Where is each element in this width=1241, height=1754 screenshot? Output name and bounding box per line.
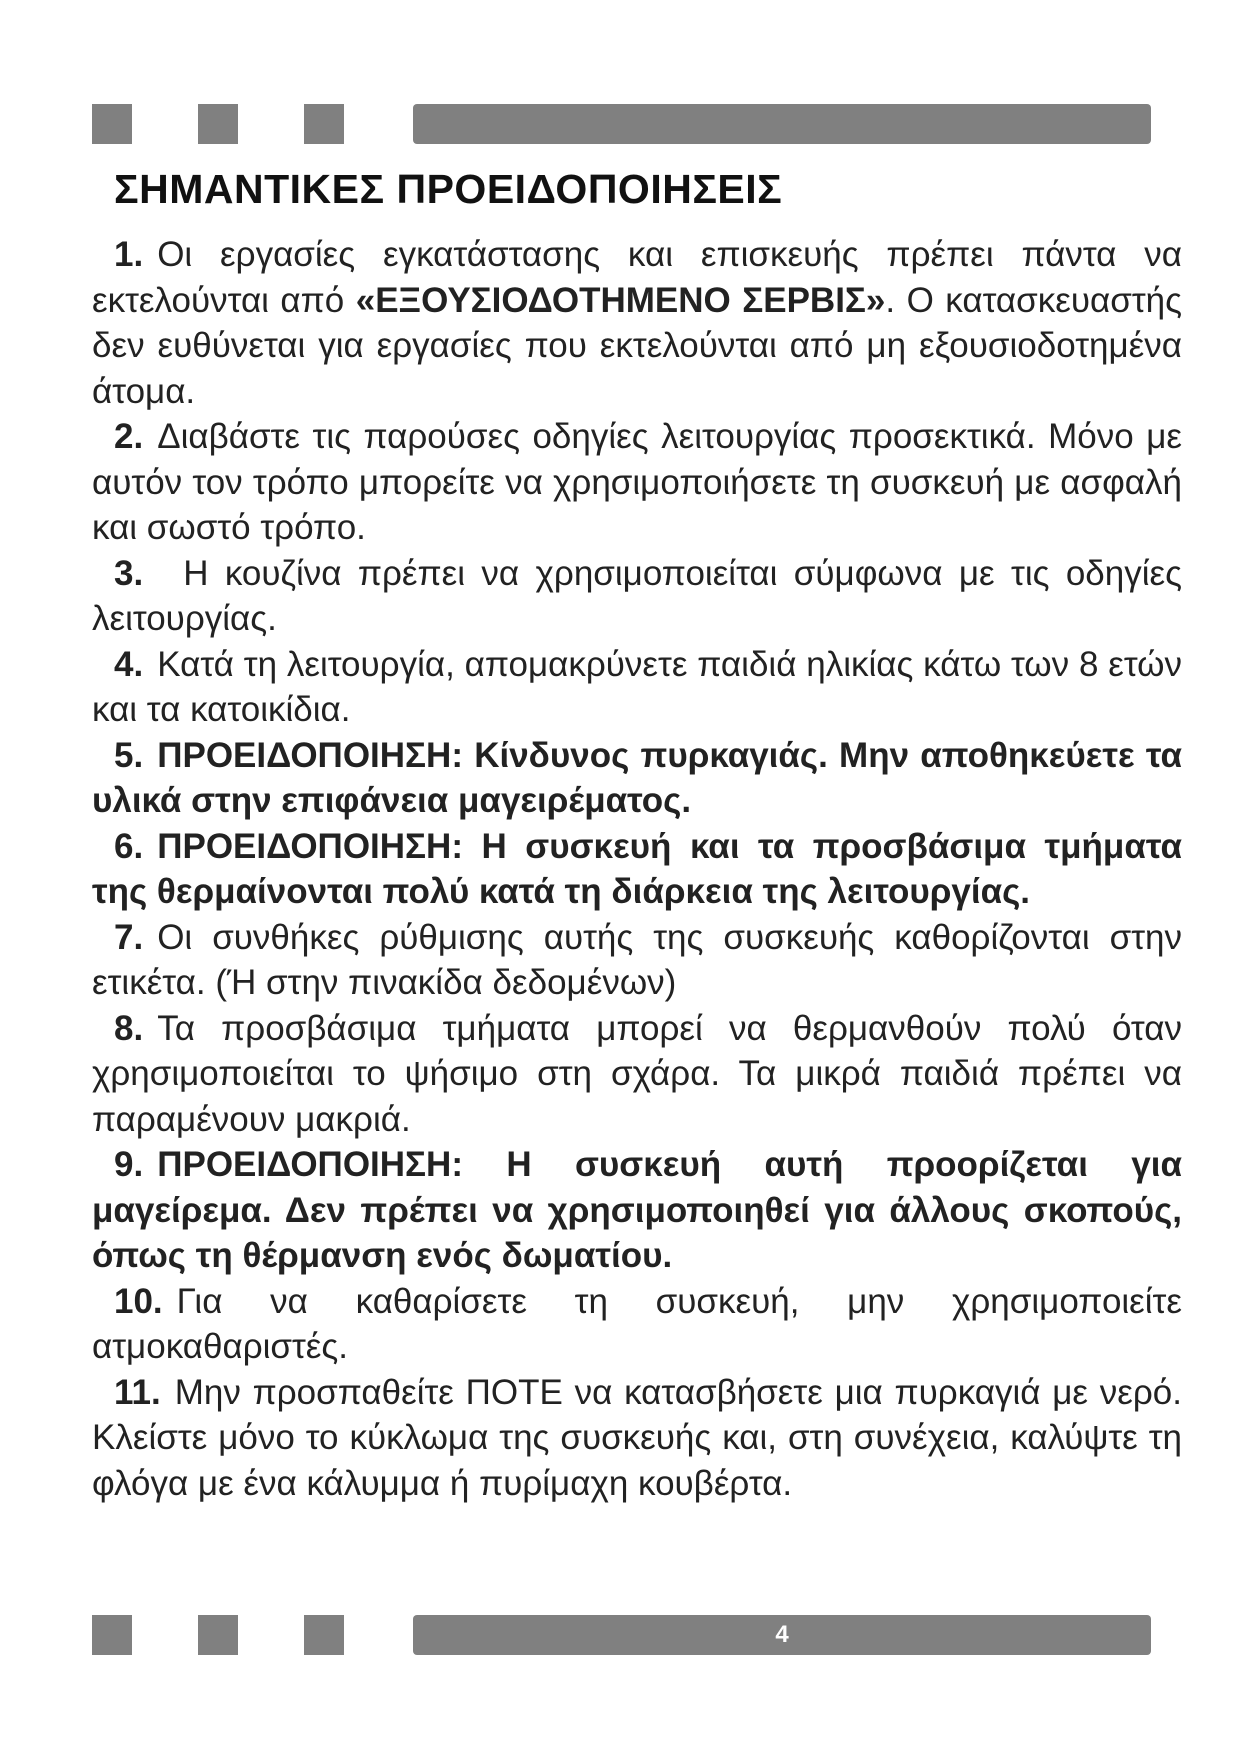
header-square-1 (92, 104, 132, 144)
warning-item-9 (92, 1142, 1182, 1279)
warnings-list (92, 232, 1182, 1506)
item-number: 5. (114, 735, 144, 775)
warning-item-8 (92, 1006, 1182, 1143)
item-number: 2. (114, 417, 144, 456)
item-number: 9. (114, 1145, 144, 1184)
header-square-3 (304, 104, 344, 144)
footer-bar (413, 1615, 1151, 1655)
item-text: ΠΡΟΕΙΔΟΠΟΙΗΣΗ: Κίνδυνος πυρκαγιάς. Μην αποθηκεύετε τα υλικά στην επιφάνεια μαγειρέματος. (92, 735, 1182, 820)
warning-item-10 (92, 1279, 1182, 1370)
page-title: ΣΗΜΑΝΤΙΚΕΣ ΠΡΟΕΙΔΟΠΟΙΗΣΕΙΣ (114, 166, 783, 212)
warning-item-6 (92, 824, 1182, 915)
warning-item-4 (92, 642, 1182, 733)
item-text: ΠΡΟΕΙΔΟΠΟΙΗΣΗ: Η συσκευή αυτή προορίζεται για μαγείρεμα. Δεν πρέπει να χρησιμοποιηθεί για άλλους σκοπούς, όπως τη θέρμανση ενός δωματίου. (92, 1145, 1182, 1275)
footer-square-2 (198, 1615, 238, 1655)
item-text: Κατά τη λειτουργία, απομακρύνετε παιδιά ηλικίας κάτω των 8 ετών και τα κατοικίδια. (92, 644, 1182, 729)
item-text: Τα προσβάσιμα τμήματα μπορεί να θερμανθούν πολύ όταν χρησιμοποιείται το ψήσιμο στη σχάρα. Τα μικρά παιδιά πρέπει να παραμένουν μακριά. (92, 1008, 1182, 1139)
item-text: Για να καθαρίσετε τη συσκευή, μην χρησιμοποιείτε ατμοκαθαριστές. (92, 1281, 1182, 1366)
item-number: 10. (114, 1281, 163, 1321)
warning-item-7 (92, 915, 1182, 1006)
footer-square-3 (304, 1615, 344, 1655)
header-bar (413, 104, 1151, 144)
warning-item-11 (92, 1370, 1182, 1507)
footer-square-1 (92, 1615, 132, 1655)
item-number: 3. (114, 553, 144, 593)
item-text: Μην προσπαθείτε ΠΟΤΕ να κατασβήσετε μια πυρκαγιά με νερό. Κλείστε μόνο το κύκλωμα της συσκευής και, στη συνέχεια, καλύψτε τη φλόγα με ένα κάλυμμα ή πυρίμαχη κουβέρτα. (92, 1372, 1182, 1503)
item-number: 7. (114, 917, 144, 957)
item-number: 1. (114, 235, 144, 274)
item-text: Διαβάστε τις παρούσες οδηγίες λειτουργίας προσεκτικά. Μόνο με αυτόν τον τρόπο μπορείτε να χρησιμοποιήσετε τη συσκευή με ασφαλή και σωστό τρόπο. (92, 417, 1182, 547)
warning-item-3 (92, 551, 1182, 642)
authorized-service-emphasis: «ΕΞΟΥΣΙΟΔΟΤΗΜΕΝΟ ΣΕΡΒΙΣ» (355, 280, 886, 320)
page-number: 4 (775, 1621, 789, 1648)
item-text: Η κουζίνα πρέπει να χρησιμοποιείται σύμφωνα με τις οδηγίες λειτουργίας. (92, 553, 1182, 638)
item-number: 6. (114, 826, 144, 866)
item-number: 8. (114, 1008, 144, 1048)
header-square-2 (198, 104, 238, 144)
item-text: Οι συνθήκες ρύθμισης αυτής της συσκευής καθορίζονται στην ετικέτα. (Ή στην πινακίδα δεδομένων) (92, 917, 1182, 1002)
item-text-pre: Οι εργασίες εγκατάστασης και επισκευής πρέπει πάντα να εκτελούνται από (92, 235, 1182, 320)
warning-item-2 (92, 414, 1182, 551)
item-number: 4. (114, 644, 144, 684)
item-text: ΠΡΟΕΙΔΟΠΟΙΗΣΗ: Η συσκευή και τα προσβάσιμα τμήματα της θερμαίνονται πολύ κατά τη διάρκεια της λειτουργίας. (92, 826, 1182, 911)
warning-item-1 (92, 232, 1182, 414)
item-text-post: . Ο κατασκευαστής δεν ευθύνεται για εργασίες που εκτελούνται από μη εξουσιοδοτημένα άτομα. (92, 280, 1182, 411)
item-number: 11. (114, 1372, 161, 1412)
warning-item-5 (92, 733, 1182, 824)
